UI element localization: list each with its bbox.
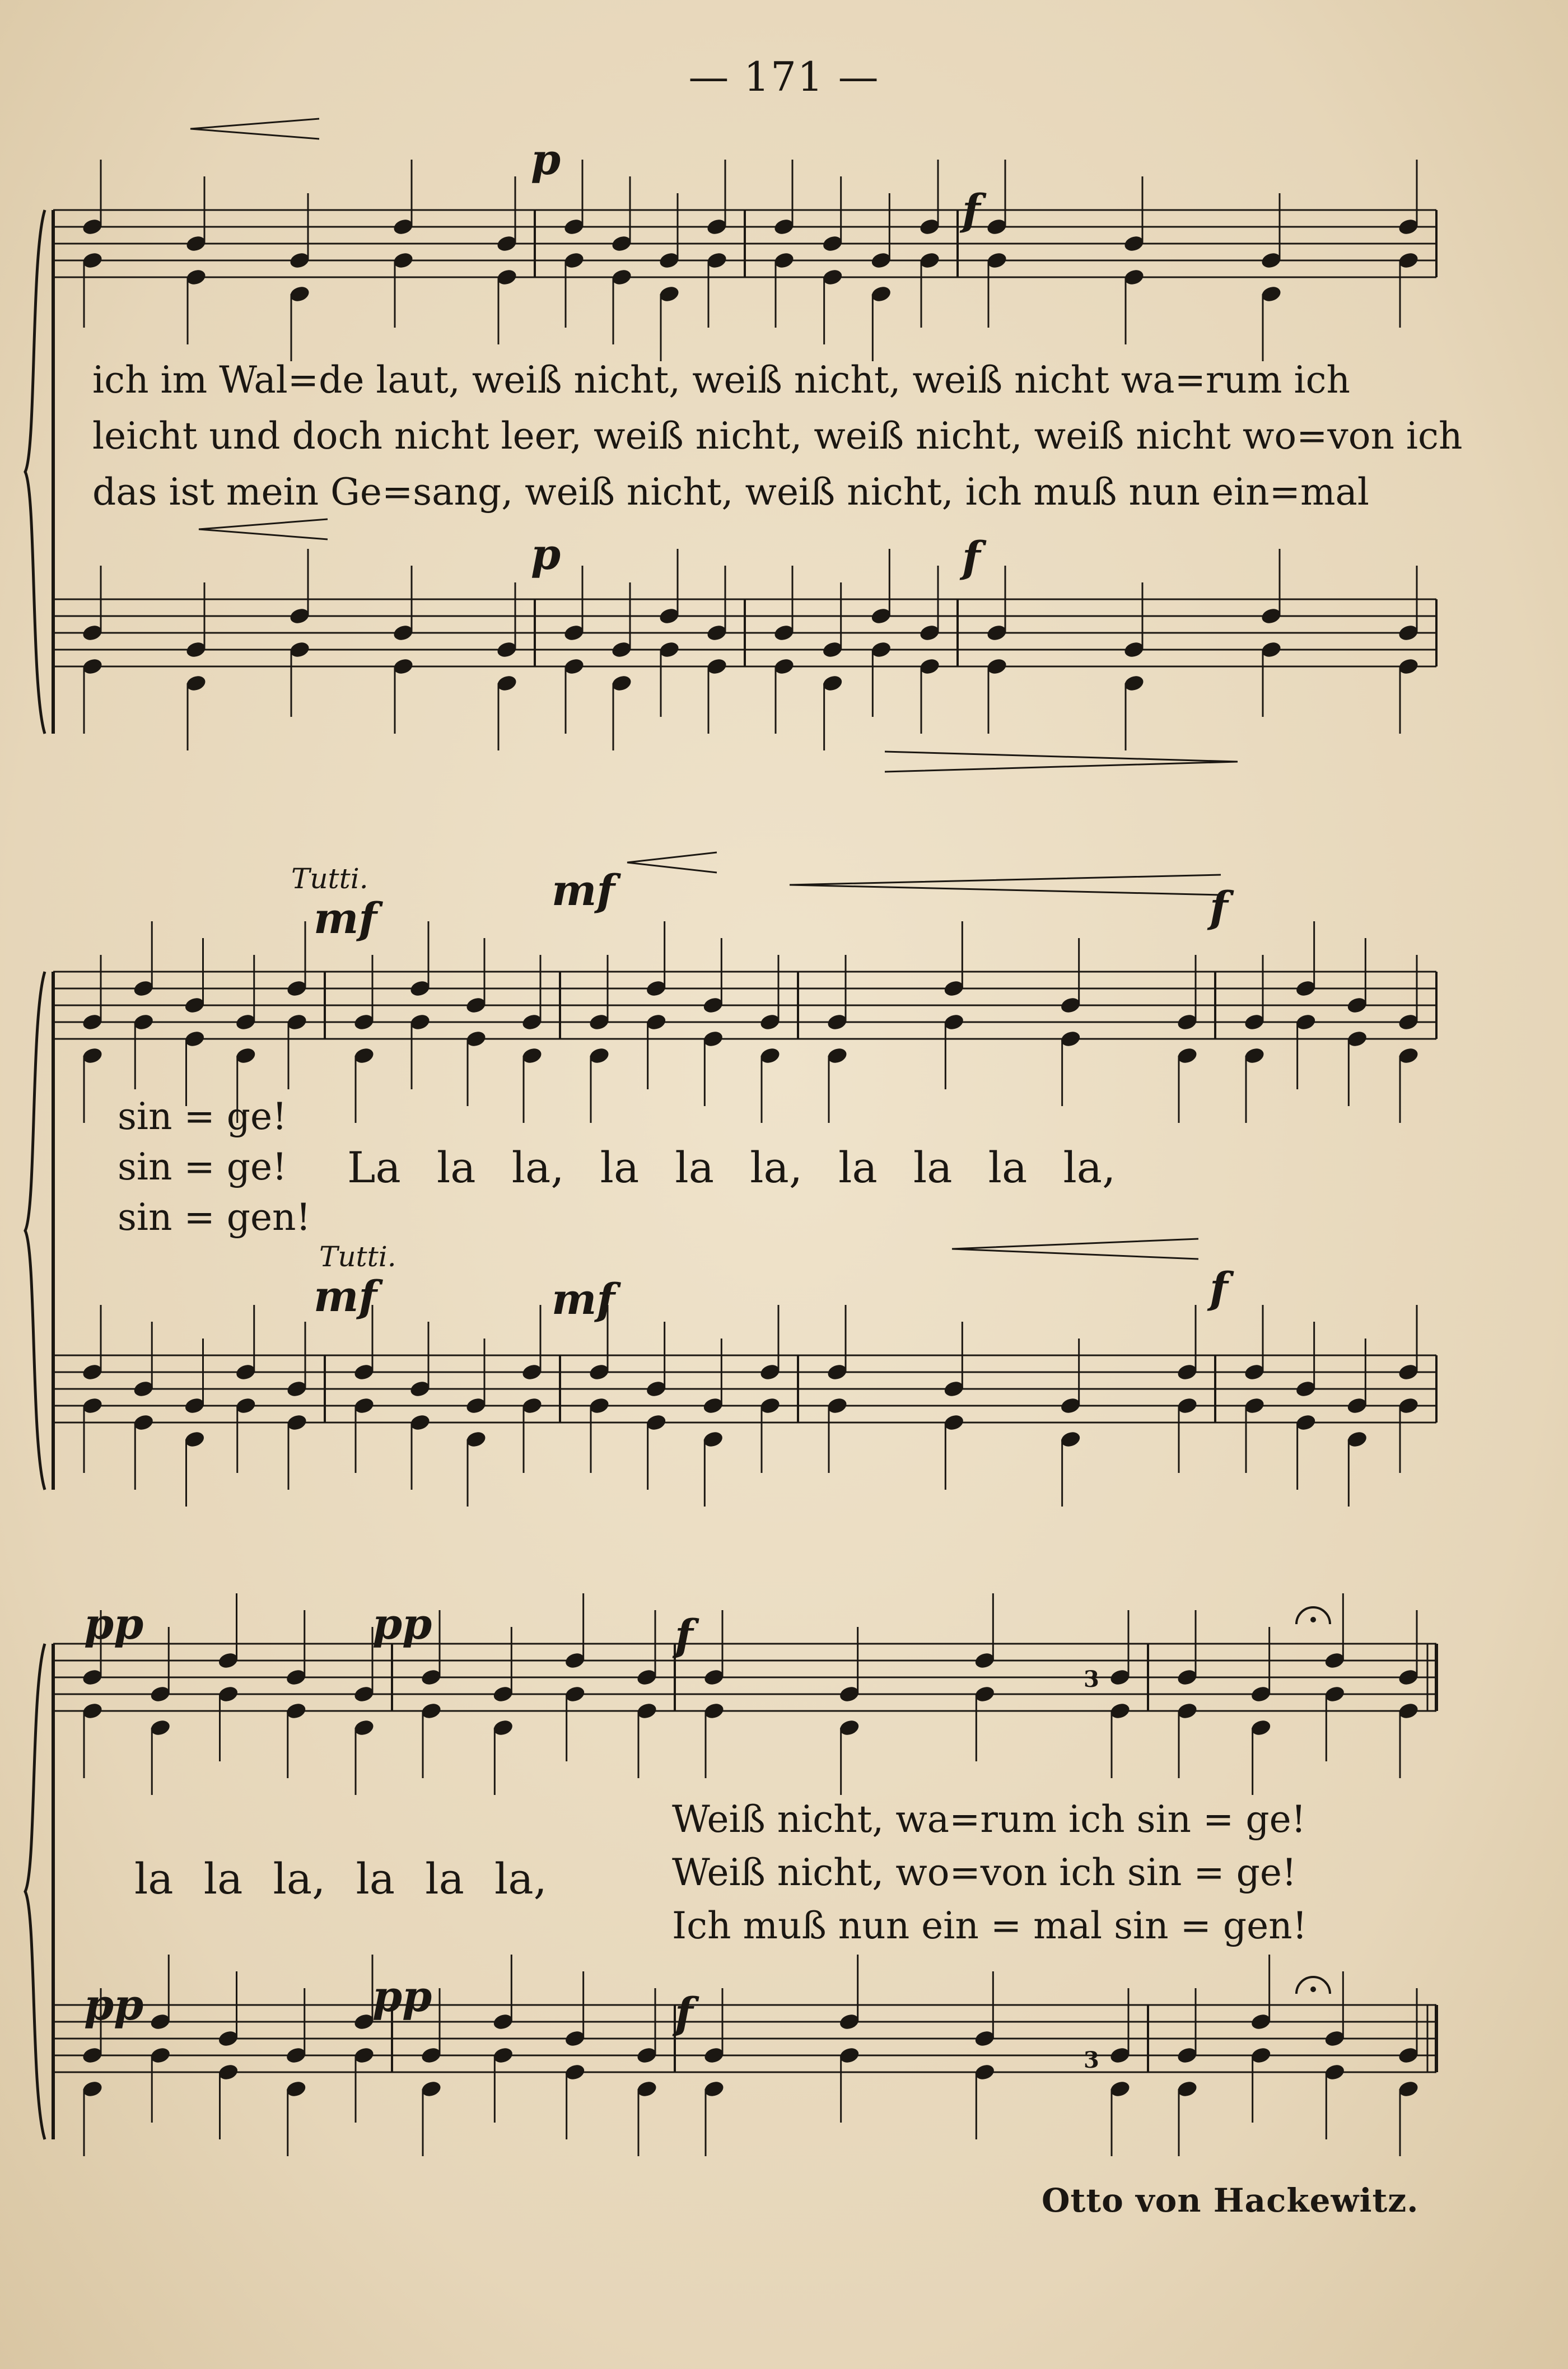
lyric-line-2: leicht und doch nicht leer, weiß nicht, weiß nicht, weiß nicht wo=von ich [92,414,1463,458]
final-stanza-line-2: Weiß nicht, wo=von ich sin = ge! [672,1851,1297,1894]
dynamic-f-lower-3: f [675,1988,693,2038]
tutti-marking-lower: Tutti. [319,1241,396,1273]
refrain-line-2: la la la, la la la, [134,1854,547,1904]
stanza-line-2: sin = ge! [118,1145,287,1188]
dynamic-pp-lower: pp [84,1980,144,2030]
crescendo-hairpin [952,1239,1198,1259]
dynamic-f: f [962,185,981,235]
composer-credit: Otto von Hackewitz. [1042,2181,1419,2219]
triplet-mark-lower: 3 [1084,2047,1099,2073]
dynamic-mf: mf [314,893,377,943]
dynamic-f-lower: f [962,532,981,582]
dynamic-pp-2: pp [372,1599,432,1649]
system-brace [25,972,45,1490]
lyric-line-1: ich im Wal=de laut, weiß nicht, weiß nicht, weiß nicht wa=rum ich [92,358,1351,402]
dynamic-pp: pp [84,1599,144,1649]
fermata-dot [1310,1617,1316,1622]
triplet-mark: 3 [1084,1666,1099,1692]
dynamic-pp-lower-2: pp [372,1971,432,2021]
crescendo-hairpin [199,519,328,539]
dynamic-mf-lower: mf [314,1271,377,1321]
crescendo-hairpin [627,852,717,873]
system-brace [25,1644,45,2139]
dynamic-f-3: f [675,1610,693,1660]
crescendo-hairpin [885,752,1238,772]
crescendo-hairpin [190,119,319,139]
system-brace [25,210,45,734]
dynamic-mf-2: mf [552,865,615,915]
page-number: — 171 — [688,53,880,100]
dynamic-mf-lower-2: mf [552,1274,615,1324]
dynamic-f-2: f [1210,882,1228,932]
lyric-line-3: das ist mein Ge=sang, weiß nicht, weiß nicht, ich muß nun ein=mal [92,470,1369,514]
stanza-line-1: sin = ge! [118,1095,287,1138]
dynamic-p: p [531,134,561,184]
dynamic-p-lower: p [531,529,561,579]
crescendo-hairpin [790,875,1221,895]
fermata-dot [1310,1986,1316,1992]
final-stanza-line-1: Weiß nicht, wa=rum ich sin = ge! [672,1798,1306,1841]
stanza-line-3: sin = gen! [118,1196,311,1239]
dynamic-f-lower-2: f [1210,1263,1228,1313]
final-stanza-line-3: Ich muß nun ein = mal sin = gen! [672,1904,1308,1947]
tutti-marking: Tutti. [291,862,368,895]
refrain-line: La la la, la la la, la la la la, [347,1142,1116,1192]
